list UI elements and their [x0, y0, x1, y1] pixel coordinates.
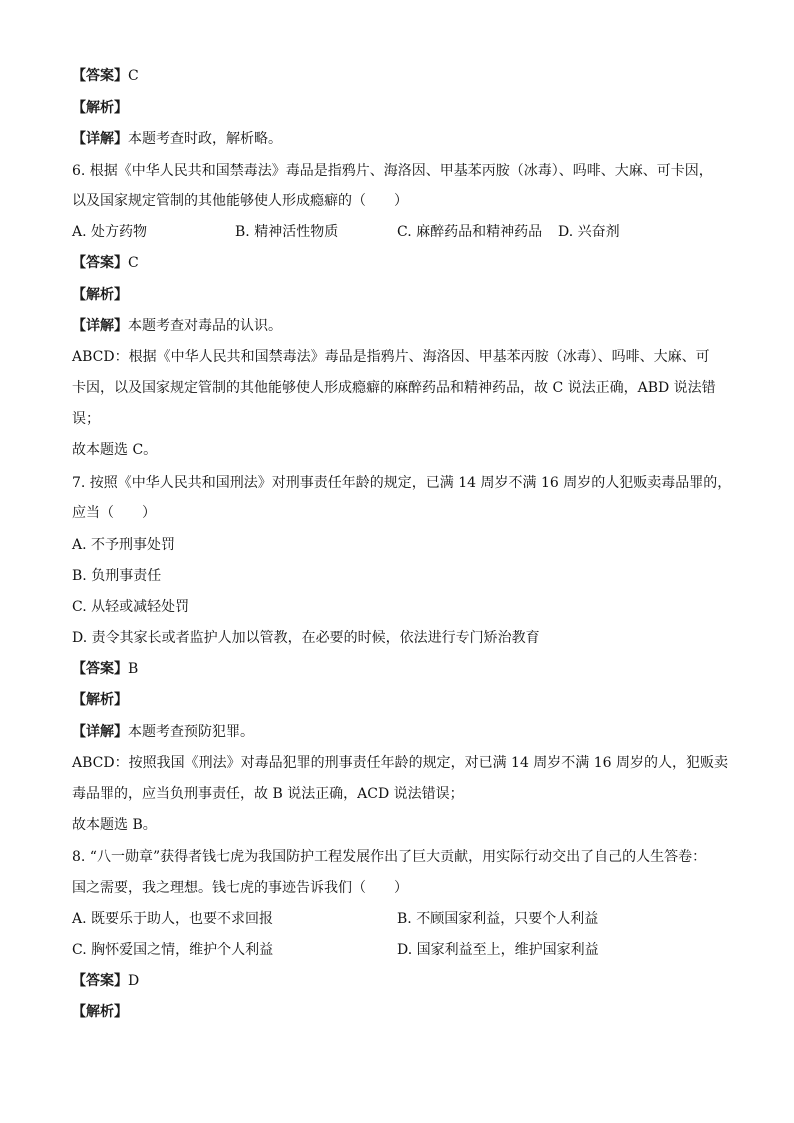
q6-detail-line	[72, 316, 282, 336]
q8-options-row1	[72, 909, 722, 929]
q6-analysis-label: 【解析】	[72, 287, 128, 303]
q6-option-d: D. 兴奋剂	[558, 224, 620, 240]
q7-option-b: B. 负刑事责任	[72, 568, 162, 584]
q6-options-row	[72, 222, 722, 242]
detail-text: 本题考查时政，解析略。	[128, 131, 282, 147]
q7-analysis-label: 【解析】	[72, 692, 128, 708]
q6-explain-line3: 误；	[72, 411, 100, 427]
q7-stem-line1: 7. 按照《中华人民共和国刑法》对刑事责任年龄的规定，已满 14 周岁不满 16 周岁的人犯贩卖毒品罪的，	[72, 475, 732, 491]
detail-text: 本题考查对毒品的认识。	[128, 318, 282, 334]
q5-detail-line	[72, 129, 282, 149]
q5-analysis-label: 【解析】	[72, 100, 128, 116]
detail-text: 本题考查预防犯罪。	[128, 724, 254, 740]
q7-explain-line2: 毒品罪的，应当负刑事责任，故 B 说法正确，ACD 说法错误；	[72, 786, 464, 802]
q6-explain-line1: ABCD：根据《中华人民共和国禁毒法》毒品是指鸦片、海洛因、甲基苯丙胺（冰毒）、吗啡、大麻、可	[72, 349, 710, 365]
q6-option-a: A. 处方药物	[72, 224, 148, 240]
q7-option-c: C. 从轻或减轻处罚	[72, 599, 190, 615]
answer-value: D	[128, 973, 140, 989]
detail-label: 【详解】	[72, 318, 128, 334]
q8-option-c: C. 胸怀爱国之情，维护个人利益	[72, 942, 274, 958]
q7-option-d: D. 责令其家长或者监护人加以管教，在必要的时候，依法进行专门矫治教育	[72, 630, 540, 646]
q8-analysis-label: 【解析】	[72, 1004, 128, 1020]
q8-answer-line	[72, 971, 139, 991]
detail-label: 【详解】	[72, 724, 128, 740]
answer-label: 【答案】	[72, 255, 128, 271]
q5-answer-line	[72, 66, 139, 86]
q8-stem-line1: 8. “八一勋章”获得者钱七虎为我国防护工程发展作出了巨大贡献，用实际行动交出了自己的人生答卷：	[72, 849, 707, 865]
q6-conclusion: 故本题选 C。	[72, 442, 158, 458]
q8-options-row2	[72, 940, 722, 960]
q6-answer-line	[72, 253, 139, 273]
q7-stem-line2: 应当（ ）	[72, 505, 156, 521]
q7-answer-line	[72, 659, 138, 679]
q6-explain-line2: 卡因，以及国家规定管制的其他能够使人形成瘾癖的麻醉药品和精神药品，故 C 说法正确，ABD 说法错	[72, 380, 716, 396]
q8-option-b: B. 不顾国家利益，只要个人利益	[397, 911, 599, 927]
answer-value: C	[128, 68, 139, 84]
q7-conclusion: 故本题选 B。	[72, 817, 157, 833]
q6-stem-line2: 以及国家规定管制的其他能够使人形成瘾癖的（ ）	[72, 193, 408, 209]
answer-label: 【答案】	[72, 68, 128, 84]
answer-label: 【答案】	[72, 973, 128, 989]
q8-option-d: D. 国家利益至上，维护国家利益	[397, 942, 599, 958]
q7-detail-line	[72, 722, 254, 742]
detail-label: 【详解】	[72, 131, 128, 147]
q7-explain-line1: ABCD：按照我国《刑法》对毒品犯罪的刑事责任年龄的规定，对已满 14 周岁不满 16 周岁的人，犯贩卖	[72, 755, 729, 771]
q6-option-c: C. 麻醉药品和精神药品	[397, 224, 543, 240]
q6-stem-line1: 6. 根据《中华人民共和国禁毒法》毒品是指鸦片、海洛因、甲基苯丙胺（冰毒）、吗啡、大麻、可卡因，	[72, 163, 713, 179]
answer-value: B	[128, 661, 139, 677]
q8-stem-line2: 国之需要，我之理想。钱七虎的事迹告诉我们（ ）	[72, 880, 408, 896]
answer-label: 【答案】	[72, 661, 128, 677]
answer-value: C	[128, 255, 139, 271]
q6-option-b: B. 精神活性物质	[235, 224, 339, 240]
q8-option-a: A. 既要乐于助人，也要不求回报	[72, 911, 274, 927]
q7-option-a: A. 不予刑事处罚	[72, 537, 176, 553]
